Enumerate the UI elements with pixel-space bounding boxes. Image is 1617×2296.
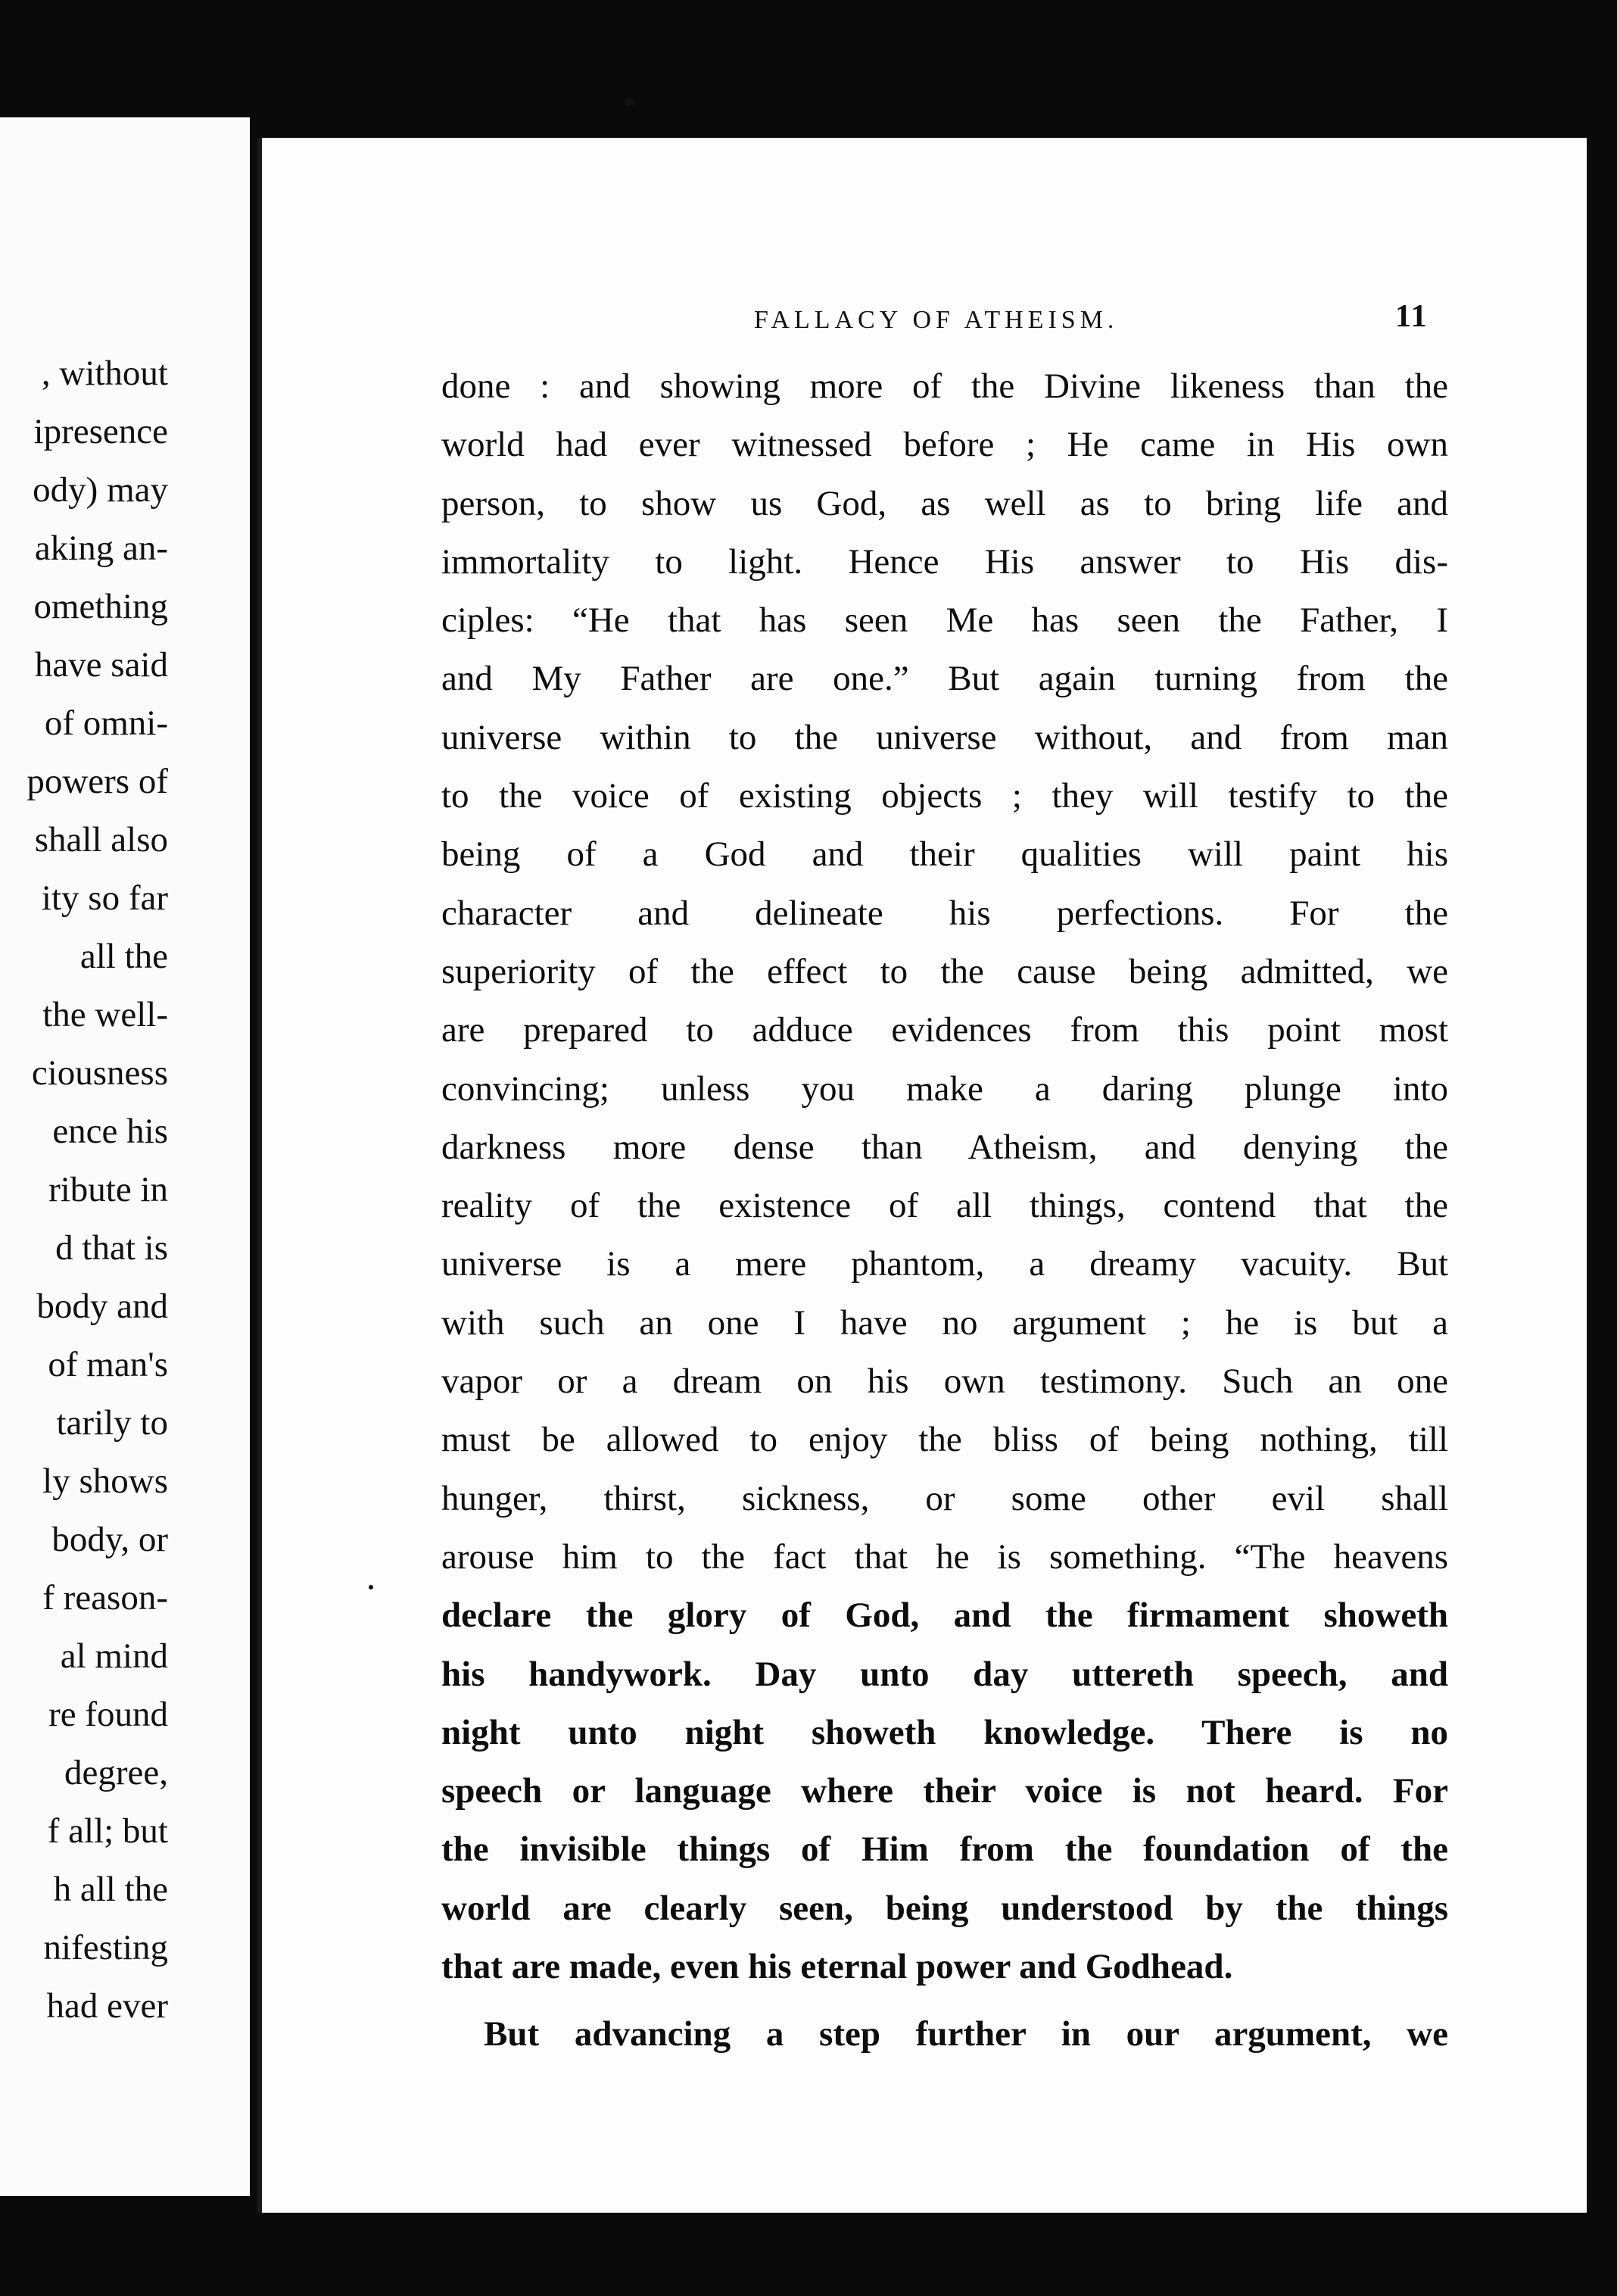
body-text-line: darkness more dense than Atheism, and denying the [441,1127,1448,1167]
body-text-line: ciples: “He that has seen Me has seen the Father, I [441,601,1448,641]
left-facing-page [0,117,250,2196]
body-text-line: must be allowed to enjoy the bliss of being nothing, till [441,1420,1448,1460]
scan-speck [625,98,635,106]
left-page-line: degree, [64,1753,168,1792]
body-text-line: world had ever witnessed before ; He came in His own [441,425,1448,465]
body-text-line: character and delineate his perfections. For the [441,893,1448,933]
left-page-text [0,345,168,2036]
next-paragraph-line: But advancing a step further in our argument, we [484,2014,1448,2054]
body-text-line: convincing; unless you make a daring plunge into [441,1068,1448,1109]
left-page-line: f all; but [47,1811,168,1851]
body-text-line: superiority of the effect to the cause being admitted, we [441,951,1448,991]
left-page-line: d that is [55,1228,168,1268]
body-text-line: person, to show us God, as well as to bring life and [441,483,1448,523]
body-text-line: declare the glory of God, and the firmament showeth [441,1596,1448,1636]
left-page-line: of omni- [44,703,168,743]
body-text-line: speech or language where their voice is not heard. For [441,1771,1448,1811]
left-page-line: all the [79,937,168,976]
left-page-line: the well- [42,995,168,1034]
running-head: FALLACY OF ATHEISM. [754,306,1119,334]
left-page-line: ity so far [41,878,168,918]
body-text-line: with such an one I have no argument ; he is but a [441,1302,1448,1343]
right-page [257,138,1587,2213]
left-page-line: had ever [46,1986,168,2026]
left-page-line: re found [48,1695,168,1734]
left-page-line: of man's [48,1345,168,1384]
left-page-line: tarily to [56,1403,168,1443]
body-text-line: night unto night showeth knowledge. There is no [441,1712,1448,1752]
left-page-line: ly shows [42,1462,168,1501]
left-page-line: , without [41,354,168,393]
left-page-line: ribute in [48,1170,168,1209]
left-page-line: ipresence [33,412,168,451]
left-page-line: aking an- [34,529,168,568]
body-text-line: vapor or a dream on his own testimony. Such an one [441,1362,1448,1402]
left-page-line: have said [34,645,168,685]
body-text-line: that are made, even his eternal power and Godhead. [441,1947,1233,1987]
left-page-line: h all the [53,1870,168,1909]
body-text-line: arouse him to the fact that he is something. “The heavens [441,1536,1448,1577]
left-page-line: ciousness [31,1053,168,1093]
left-page-line: f reason- [42,1578,168,1617]
page-number: 11 [1395,299,1429,334]
left-page-line: omething [33,587,168,626]
body-text [441,357,1448,2064]
body-text-line: universe within to the universe without, and from man [441,717,1448,757]
left-page-line: body, or [51,1520,168,1559]
scan-speck [369,1585,373,1589]
body-text-line: being of a God and their qualities will paint his [441,834,1448,875]
body-text-line: hunger, thirst, sickness, or some other evil shall [441,1478,1448,1518]
body-text-line: and My Father are one.” But again turning from the [441,659,1448,699]
left-page-line: shall also [34,820,168,859]
left-page-line: body and [36,1287,168,1326]
body-text-line: his handywork. Day unto day uttereth speech, and [441,1654,1448,1694]
body-text-line: done : and showing more of the Divine likeness than the [441,367,1448,406]
left-page-line: ody) may [33,470,168,510]
body-text-line: reality of the existence of all things, contend that the [441,1186,1448,1226]
body-text-line: world are clearly seen, being understood by the things [441,1888,1448,1928]
left-page-line: nifesting [43,1928,168,1967]
left-page-line: ence his [52,1112,168,1151]
left-page-line: powers of [26,762,168,801]
body-text-line: immortality to light. Hence His answer to His dis- [441,541,1448,582]
body-text-line: the invisible things of Him from the foundation of the [441,1830,1448,1870]
body-text-line: are prepared to adduce evidences from this point most [441,1010,1448,1050]
left-page-line: al mind [60,1636,168,1676]
body-text-line: universe is a mere phantom, a dreamy vacuity. But [441,1244,1448,1284]
body-text-line: to the voice of existing objects ; they will testify to the [441,776,1448,816]
